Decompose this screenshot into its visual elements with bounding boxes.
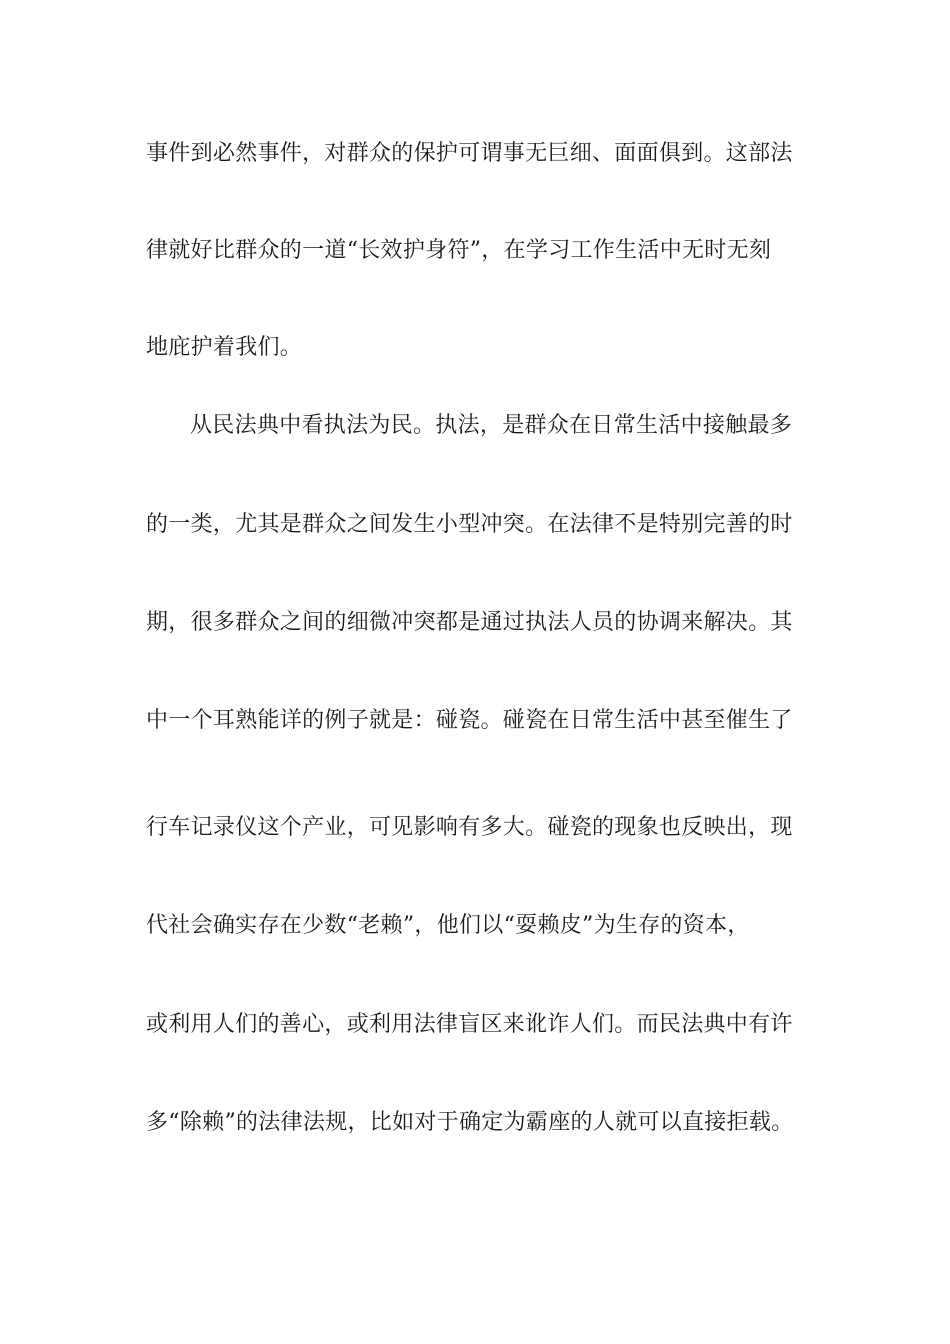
paragraph-line: 代社会确实存在少数“老赖”，他们以“耍赖皮”为生存的资本， bbox=[146, 913, 750, 938]
paragraph-line: 或利用人们的善心，或利用法律盲区来讹诈人们。而民法典中有许 bbox=[146, 1012, 793, 1037]
paragraph-first-line: 从民法典中看执法为民。执法，是群众在日常生活中接触最多 bbox=[190, 413, 793, 438]
paragraph-line: 中一个耳熟能详的例子就是：碰瓷。碰瓷在日常生活中甚至催生了 bbox=[146, 708, 793, 733]
paragraph-line: 地庇护着我们。 bbox=[146, 335, 303, 360]
paragraph-line: 律就好比群众的一道“长效护身符”，在学习工作生活中无时无刻 bbox=[146, 238, 772, 263]
paragraph-line: 期，很多群众之间的细微冲突都是通过执法人员的协调来解决。其 bbox=[146, 610, 793, 635]
paragraph-line: 事件到必然事件，对群众的保护可谓事无巨细、面面俱到。这部法 bbox=[146, 141, 793, 166]
paragraph-line: 多“除赖”的法律法规，比如对于确定为霸座的人就可以直接拒载。 bbox=[146, 1110, 794, 1135]
paragraph-line: 的一类，尤其是群众之间发生小型冲突。在法律不是特别完善的时 bbox=[146, 512, 793, 537]
paragraph-line: 行车记录仪这个产业，可见影响有多大。碰瓷的现象也反映出，现 bbox=[146, 815, 793, 840]
